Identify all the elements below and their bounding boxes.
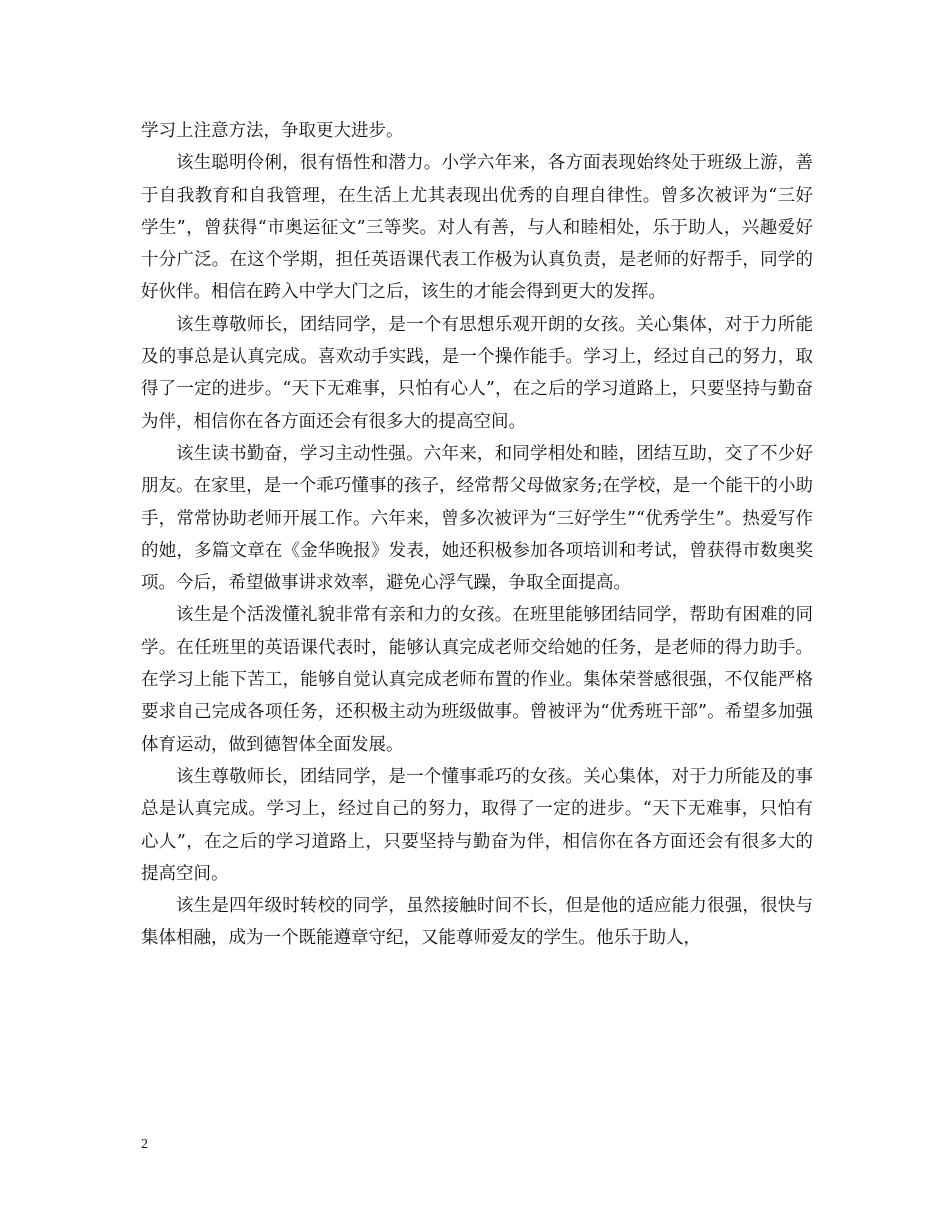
paragraph-comment-6: 该生是四年级时转校的同学，虽然接触时间不长，但是他的适应能力很强，很快与集体相融，成为一个既能遵章守纪，又能尊师爱友的学生。他乐于助人， xyxy=(141,896,813,949)
paragraph-comment-1: 该生聪明伶俐，很有悟性和潜力。小学六年来，各方面表现始终处于班级上游，善于自我教育和自我管理，在生活上尤其表现出优秀的自理自律性。曾多次被评为“三好学生”，曾获得“市奥运征文”三等奖。对人有善，与人和睦相处，乐于助人，兴趣爱好十分广泛。在这个学期，担任英语课代表工作极为认真负责，是老师的好帮手，同学的好伙伴。相信在跨入中学大门之后，该生的才能会得到更大的发挥。 xyxy=(141,153,813,303)
document-body xyxy=(141,115,813,955)
paragraph-comment-3: 该生读书勤奋，学习主动性强。六年来，和同学相处和睦，团结互助，交了不少好朋友。在家里，是一个乖巧懂事的孩子，经常帮父母做家务;在学校，是一个能干的小助手，常常协助老师开展工作。六年来，曾多次被评为“三好学生”“优秀学生”。热爱写作的她，多篇文章在《金华晚报》发表，她还积极参加各项培训和考试，曾获得市数奥奖项。今后，希望做事讲求效率，避免心浮气躁，争取全面提高。 xyxy=(141,443,813,594)
paragraph-comment-5: 该生尊敬师长，团结同学，是一个懂事乖巧的女孩。关心集体，对于力所能及的事总是认真完成。学习上，经过自己的努力，取得了一定的进步。“天下无难事，只怕有心人”，在之后的学习道路上，只要坚持与勤奋为伴，相信你在各方面还会有很多大的提高空间。 xyxy=(141,766,813,884)
paragraph-comment-4: 该生是个活泼懂礼貌非常有亲和力的女孩。在班里能够团结同学，帮助有困难的同学。在任班里的英语课代表时，能够认真完成老师交给她的任务，是老师的得力助手。在学习上能下苦工，能够自觉认真完成老师布置的作业。集体荣誉感很强，不仅能严格要求自己完成各项任务，还积极主动为班级做事。曾被评为“优秀班干部”。希望多加强体育运动，做到德智体全面发展。 xyxy=(141,605,813,755)
page-number: 2 xyxy=(141,1137,148,1152)
paragraph-continuation: 学习上注意方法，争取更大进步。 xyxy=(141,121,404,141)
paragraph-comment-2: 该生尊敬师长，团结同学，是一个有思想乐观开朗的女孩。关心集体，对于力所能及的事总是认真完成。喜欢动手实践，是一个操作能手。学习上，经过自己的努力，取得了一定的进步。“天下无难事，只怕有心人”，在之后的学习道路上，只要坚持与勤奋为伴，相信你在各方面还会有很多大的提高空间。 xyxy=(141,314,813,432)
